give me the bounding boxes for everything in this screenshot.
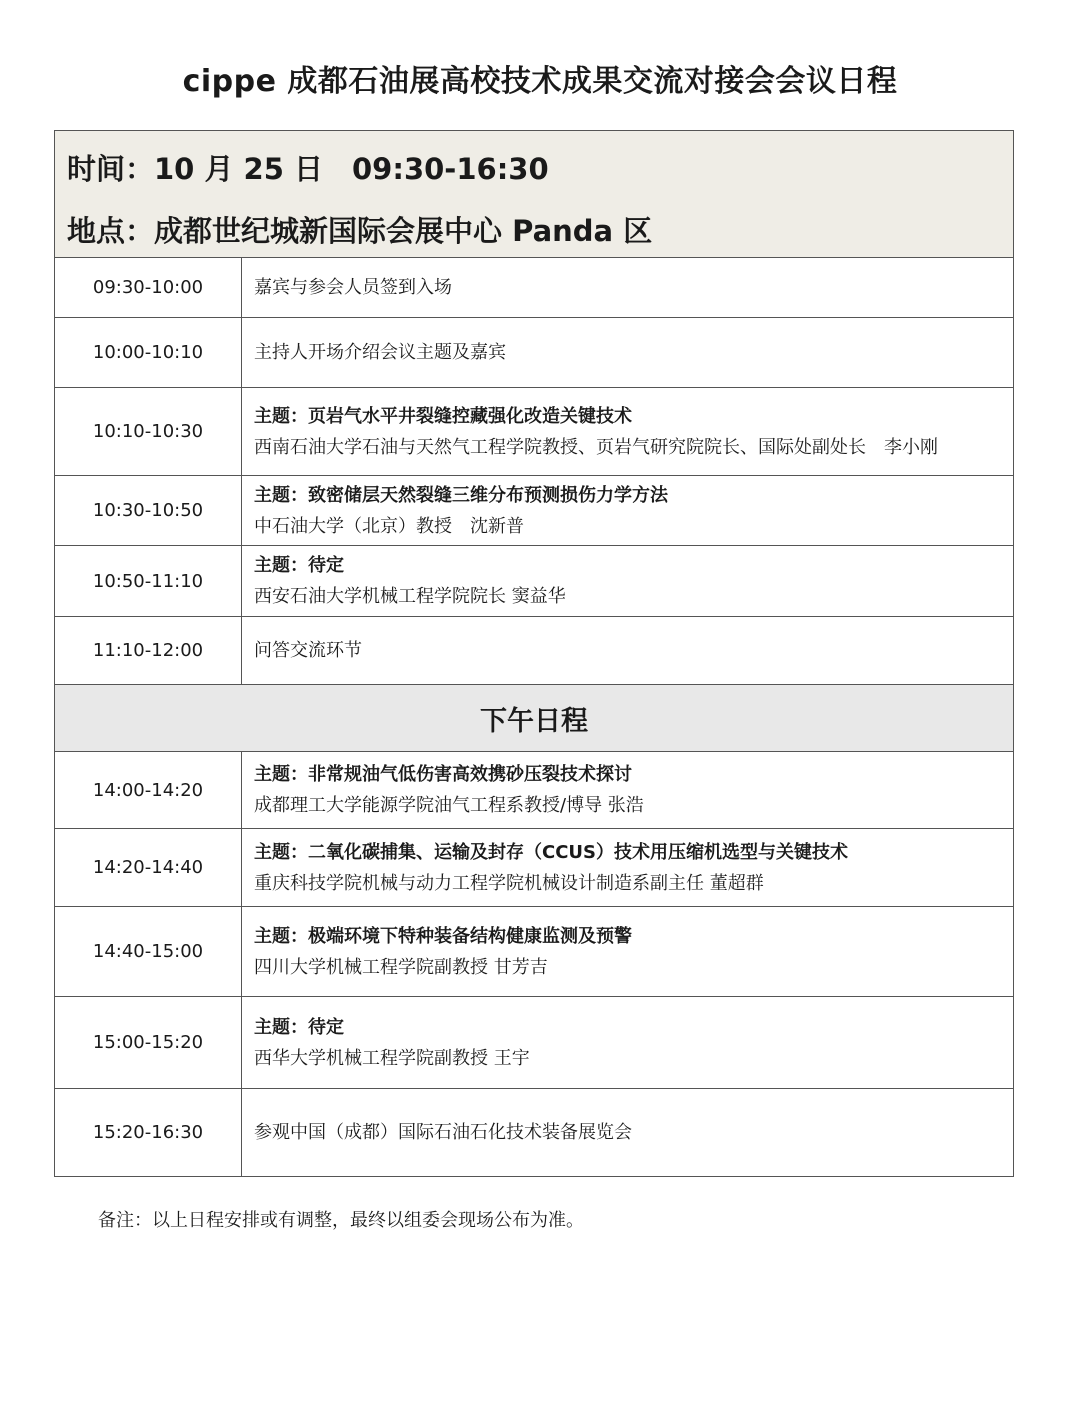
event-location: 地点：成都世纪城新国际会展中心 Panda 区 [67, 214, 653, 248]
topic-title: 主题：页岩气水平井裂缝控藏强化改造关键技术 [254, 405, 632, 427]
footnote: 备注：以上日程安排或有调整，最终以组委会现场公布为准。 [98, 1210, 584, 1231]
speaker-info: 中石油大学（北京）教授 沈新普 [254, 515, 524, 537]
table-row [55, 546, 1013, 617]
time-cell: 14:40-15:00 [55, 907, 242, 996]
table-row [55, 617, 1013, 685]
table-row [55, 258, 1013, 318]
time-cell: 15:00-15:20 [55, 997, 242, 1088]
time-cell: 10:50-11:10 [55, 546, 242, 616]
agenda-text: 嘉宾与参会人员签到入场 [254, 277, 452, 298]
time-cell: 10:00-10:10 [55, 318, 242, 387]
table-row [55, 997, 1013, 1089]
topic-title: 主题：极端环境下特种装备结构健康监测及预警 [254, 925, 632, 947]
content-cell [242, 997, 1013, 1088]
topic-title: 主题：二氧化碳捕集、运输及封存（CCUS）技术用压缩机选型与关键技术 [254, 841, 848, 863]
agenda-text: 问答交流环节 [254, 640, 362, 661]
table-row [55, 829, 1013, 907]
content-cell [242, 318, 1013, 387]
table-row [55, 388, 1013, 476]
speaker-info: 四川大学机械工程学院副教授 甘芳吉 [254, 956, 548, 978]
agenda-text: 参观中国（成都）国际石油石化技术装备展览会 [254, 1122, 632, 1143]
agenda-text: 主持人开场介绍会议主题及嘉宾 [254, 342, 506, 363]
time-cell: 14:20-14:40 [55, 829, 242, 906]
table-row [55, 476, 1013, 546]
speaker-info: 成都理工大学能源学院油气工程系教授/博导 张浩 [254, 795, 644, 816]
content-cell [242, 829, 1013, 906]
content-cell [242, 258, 1013, 317]
table-row [55, 907, 1013, 997]
content-cell [242, 907, 1013, 996]
speaker-info: 重庆科技学院机械与动力工程学院机械设计制造系副主任 董超群 [254, 872, 764, 894]
content-cell [242, 476, 1013, 545]
time-cell: 09:30-10:00 [55, 258, 242, 317]
topic-title: 主题：待定 [254, 1016, 344, 1038]
page-title: cippe 成都石油展高校技术成果交流对接会会议日程 [182, 64, 898, 99]
table-row [55, 752, 1013, 829]
speaker-info: 西华大学机械工程学院副教授 王宇 [254, 1047, 530, 1069]
schedule-table [54, 130, 1014, 1177]
event-info-block [55, 131, 1013, 258]
time-cell: 15:20-16:30 [55, 1089, 242, 1176]
content-cell [242, 1089, 1013, 1176]
content-cell [242, 617, 1013, 684]
table-row [55, 318, 1013, 388]
time-cell: 11:10-12:00 [55, 617, 242, 684]
content-cell [242, 752, 1013, 828]
afternoon-heading: 下午日程 [55, 685, 1013, 752]
content-cell [242, 546, 1013, 616]
topic-title: 主题：待定 [254, 555, 344, 576]
time-cell: 10:10-10:30 [55, 388, 242, 475]
content-cell [242, 388, 1013, 475]
table-row [55, 1089, 1013, 1176]
speaker-info: 西安石油大学机械工程学院院长 窦益华 [254, 586, 566, 607]
time-cell: 10:30-10:50 [55, 476, 242, 545]
speaker-info: 西南石油大学石油与天然气工程学院教授、页岩气研究院院长、国际处副处长 李小刚 [254, 436, 938, 458]
time-cell: 14:00-14:20 [55, 752, 242, 828]
event-time: 时间：10 月 25 日 09:30-16:30 [67, 152, 549, 186]
topic-title: 主题：非常规油气低伤害高效携砂压裂技术探讨 [254, 764, 632, 785]
topic-title: 主题：致密储层天然裂缝三维分布预测损伤力学方法 [254, 484, 668, 506]
